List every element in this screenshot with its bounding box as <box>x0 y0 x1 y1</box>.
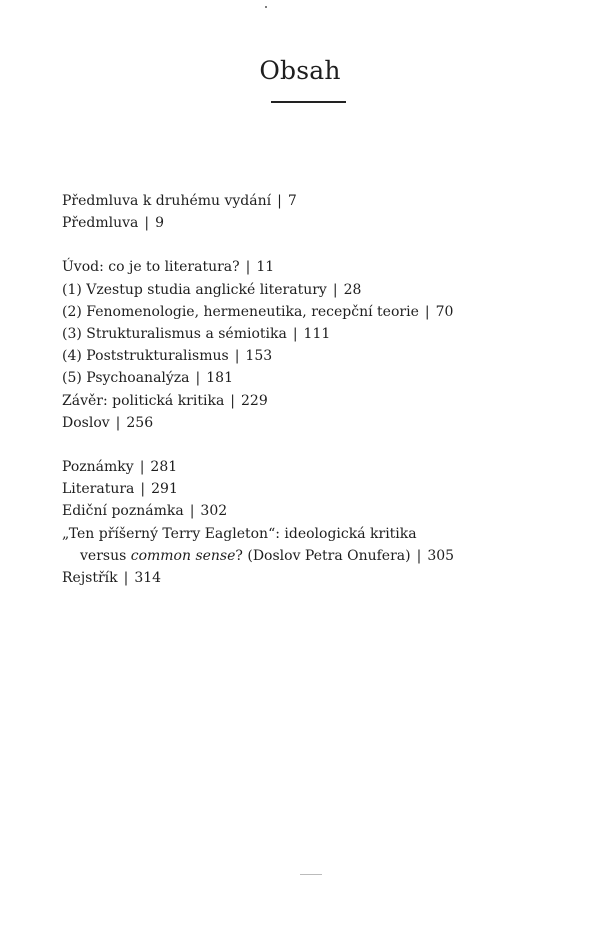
toc-entry-page: 302 <box>200 503 228 520</box>
toc-entry-label: Doslov <box>62 414 110 431</box>
toc-entry <box>62 456 582 478</box>
toc-entry-label: Literatura <box>62 481 135 498</box>
table-of-contents <box>62 190 582 611</box>
toc-separator: | <box>277 193 282 209</box>
toc-separator: | <box>416 547 422 564</box>
toc-separator: | <box>234 348 240 365</box>
toc-separator: | <box>292 326 298 343</box>
toc-entry-continuation <box>62 545 582 567</box>
toc-separator: | <box>195 370 201 387</box>
toc-entry-label: (3) Strukturalismus a sémiotika <box>62 326 287 343</box>
toc-separator: | <box>115 414 121 431</box>
toc-entry-label: Poznámky <box>62 459 134 476</box>
toc-entry <box>62 279 582 301</box>
toc-entry <box>62 256 582 278</box>
toc-entry <box>62 301 582 323</box>
toc-entry-page: 111 <box>303 326 331 343</box>
toc-entry <box>62 390 582 412</box>
toc-entry <box>62 212 582 234</box>
toc-separator: | <box>123 570 129 587</box>
toc-group-appendices <box>62 456 582 589</box>
toc-entry <box>62 345 582 367</box>
toc-entry-label: Předmluva <box>62 215 139 232</box>
toc-entry <box>62 367 582 389</box>
toc-entry-label: Úvod: co je to literatura? <box>62 259 240 276</box>
toc-entry-page: 11 <box>256 259 275 276</box>
toc-entry-label: Ediční poznámka <box>62 503 184 520</box>
toc-entry-page: 153 <box>245 348 273 365</box>
toc-entry-page: 70 <box>435 303 454 320</box>
toc-entry-label: (4) Poststrukturalismus <box>62 348 229 365</box>
toc-separator: | <box>189 503 195 520</box>
toc-entry-label: Závěr: politická kritika <box>62 392 225 409</box>
toc-entry-page: 305 <box>427 547 455 564</box>
scan-mark <box>300 874 322 875</box>
toc-entry-label: (1) Vzestup studia anglické literatury <box>62 281 327 298</box>
toc-separator: | <box>140 481 146 498</box>
toc-entry-page: 7 <box>287 193 297 209</box>
toc-separator: | <box>332 281 338 298</box>
toc-entry-page: 291 <box>151 481 178 498</box>
toc-entry <box>62 190 582 212</box>
toc-entry-label: (5) Psychoanalýza <box>62 370 190 387</box>
toc-entry-page: 314 <box>134 570 162 587</box>
toc-entry <box>62 412 582 434</box>
toc-separator: | <box>424 303 430 320</box>
page-title: Obsah <box>259 56 341 85</box>
toc-entry-label: (2) Fenomenologie, hermeneutika, recepční teorie <box>62 303 419 320</box>
toc-entry-page: 281 <box>150 459 178 476</box>
toc-entry <box>62 567 582 589</box>
title-underline <box>271 101 346 103</box>
toc-entry-page: 256 <box>126 414 154 431</box>
toc-entry <box>62 478 582 500</box>
toc-entry-italic-phrase: common sense <box>130 547 236 564</box>
toc-group-prefaces <box>62 190 582 234</box>
toc-entry-label-line1: „Ten příšerný Terry Eagleton“: ideologická kritika <box>62 525 417 542</box>
print-speck <box>265 6 267 8</box>
toc-entry-eagleton <box>62 523 582 567</box>
toc-separator: | <box>245 259 251 276</box>
toc-entry-page: 9 <box>155 215 165 232</box>
toc-separator: | <box>144 215 150 232</box>
toc-group-chapters <box>62 256 582 434</box>
toc-entry-label: Rejstřík <box>62 570 118 587</box>
toc-separator: | <box>230 392 236 409</box>
toc-entry-label: Předmluva k druhému vydání <box>62 193 272 209</box>
toc-entry-page: 181 <box>206 370 233 387</box>
toc-entry-label-line2-post: ? (Doslov Petra Onufera) <box>235 547 411 564</box>
toc-entry <box>62 323 582 345</box>
toc-entry-page: 229 <box>241 392 268 409</box>
toc-entry <box>62 500 582 522</box>
toc-separator: | <box>139 459 145 476</box>
toc-entry-label-line2-pre: versus <box>80 547 131 564</box>
toc-entry-page: 28 <box>343 281 362 298</box>
